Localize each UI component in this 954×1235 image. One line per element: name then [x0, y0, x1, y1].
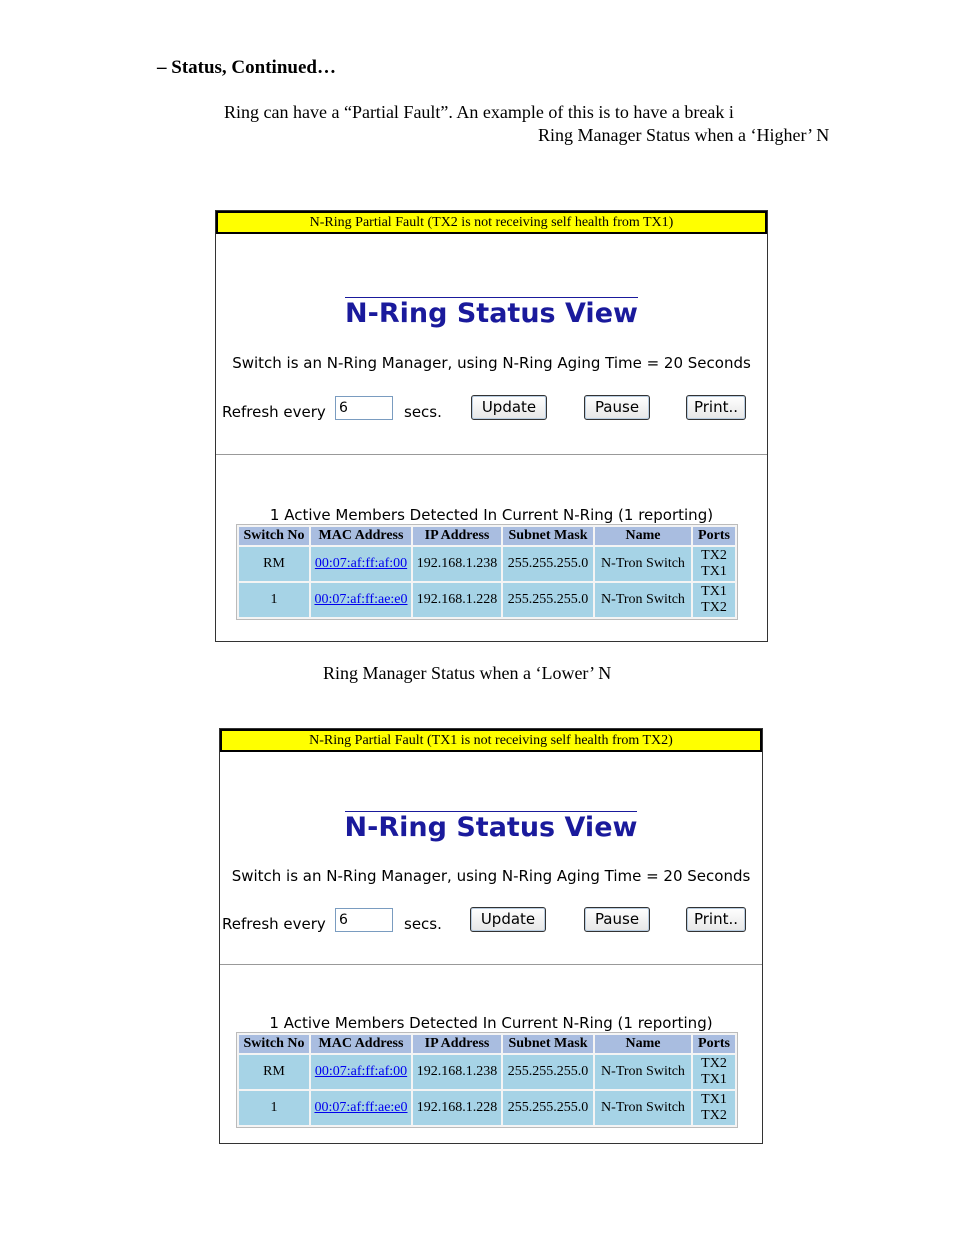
table-header-row: [239, 1035, 735, 1053]
manager-status-text: Switch is an N-Ring Manager, using N-Ring Aging Time = 20 Seconds: [231, 867, 751, 885]
col-ip-address: IP Address: [413, 1035, 501, 1053]
table-row: [239, 1055, 735, 1089]
port-2: TX1: [701, 1072, 727, 1087]
section-divider: [220, 964, 762, 965]
cell-mac-address: [311, 583, 411, 617]
partial-fault-banner: N-Ring Partial Fault (TX1 is not receiving self health from TX2): [220, 729, 762, 752]
paragraph-line-1: Ring can have a “Partial Fault”. An example of this is to have a break i: [224, 102, 734, 122]
ring-members-table: [236, 1032, 738, 1128]
cell-name: N-Tron Switch: [595, 1055, 691, 1089]
cell-mac-address: [311, 1091, 411, 1125]
refresh-interval-input[interactable]: [335, 396, 393, 420]
cell-ip-address: 192.168.1.228: [413, 583, 501, 617]
cell-subnet-mask: 255.255.255.0: [503, 583, 593, 617]
cell-ports: [693, 547, 735, 581]
ring-status-panel-1: [215, 210, 768, 642]
cell-switch-no: RM: [239, 547, 309, 581]
cell-subnet-mask: 255.255.255.0: [503, 547, 593, 581]
cell-ports: [693, 1091, 735, 1125]
port-1: TX1: [701, 1092, 727, 1107]
cell-subnet-mask: 255.255.255.0: [503, 1091, 593, 1125]
mac-address-link[interactable]: 00:07:af:ff:ae:e0: [314, 1100, 408, 1115]
port-1: TX1: [701, 584, 727, 599]
cell-mac-address: [311, 1055, 411, 1089]
table-row: [239, 547, 735, 581]
update-button[interactable]: Update: [470, 907, 546, 932]
col-ports: Ports: [693, 1035, 735, 1053]
col-mac-address: MAC Address: [311, 1035, 411, 1053]
col-subnet-mask: Subnet Mask: [503, 527, 593, 545]
cell-subnet-mask: 255.255.255.0: [503, 1055, 593, 1089]
print-button[interactable]: Print..: [686, 395, 746, 420]
manager-status-text: Switch is an N-Ring Manager, using N-Ring Aging Time = 20 Seconds: [232, 354, 751, 372]
cell-switch-no: RM: [239, 1055, 309, 1089]
cell-mac-address: [311, 547, 411, 581]
refresh-label: Refresh every: [222, 915, 326, 933]
cell-ports: [693, 583, 735, 617]
col-ip-address: IP Address: [413, 527, 501, 545]
cell-ports: [693, 1055, 735, 1089]
print-button[interactable]: Print..: [686, 907, 746, 932]
figure-caption-2: Ring Manager Status when a ‘Lower’ N: [323, 663, 612, 683]
table-row: [239, 583, 735, 617]
pause-button[interactable]: Pause: [584, 907, 650, 932]
col-mac-address: MAC Address: [311, 527, 411, 545]
section-divider: [216, 454, 767, 455]
active-members-text: 1 Active Members Detected In Current N-Ring (1 reporting): [269, 506, 714, 524]
col-name: Name: [595, 527, 691, 545]
update-button[interactable]: Update: [471, 395, 547, 420]
refresh-interval-input[interactable]: [335, 908, 393, 932]
secs-label: secs.: [404, 915, 442, 933]
page-title: N-Ring Status View: [345, 298, 638, 329]
figure-caption-1: Ring Manager Status when a ‘Higher’ N: [538, 125, 830, 145]
ring-members-table: [236, 524, 738, 620]
cell-ip-address: 192.168.1.228: [413, 1091, 501, 1125]
col-subnet-mask: Subnet Mask: [503, 1035, 593, 1053]
port-2: TX2: [701, 600, 727, 615]
port-2: TX1: [701, 564, 727, 579]
section-heading: – Status, Continued…: [157, 57, 336, 78]
col-switch-no: Switch No: [239, 527, 309, 545]
cell-switch-no: 1: [239, 1091, 309, 1125]
cell-name: N-Tron Switch: [595, 1091, 691, 1125]
mac-address-link[interactable]: 00:07:af:ff:af:00: [314, 1064, 408, 1079]
port-1: TX2: [701, 548, 727, 563]
cell-switch-no: 1: [239, 583, 309, 617]
table-header-row: [239, 527, 735, 545]
port-2: TX2: [701, 1108, 727, 1123]
col-ports: Ports: [693, 527, 735, 545]
cell-name: N-Tron Switch: [595, 583, 691, 617]
cell-ip-address: 192.168.1.238: [413, 1055, 501, 1089]
mac-address-link[interactable]: 00:07:af:ff:af:00: [314, 556, 408, 571]
refresh-label: Refresh every: [222, 403, 326, 421]
pause-button[interactable]: Pause: [584, 395, 650, 420]
col-switch-no: Switch No: [239, 1035, 309, 1053]
col-name: Name: [595, 1035, 691, 1053]
mac-address-link[interactable]: 00:07:af:ff:ae:e0: [314, 592, 408, 607]
cell-name: N-Tron Switch: [595, 547, 691, 581]
partial-fault-banner: N-Ring Partial Fault (TX2 is not receiving self health from TX1): [216, 211, 767, 234]
port-1: TX2: [701, 1056, 727, 1071]
table-row: [239, 1091, 735, 1125]
page-title: N-Ring Status View: [344, 812, 638, 843]
secs-label: secs.: [404, 403, 442, 421]
ring-status-panel-2: [219, 728, 763, 1144]
active-members-text: 1 Active Members Detected In Current N-Ring (1 reporting): [269, 1014, 713, 1032]
cell-ip-address: 192.168.1.238: [413, 547, 501, 581]
